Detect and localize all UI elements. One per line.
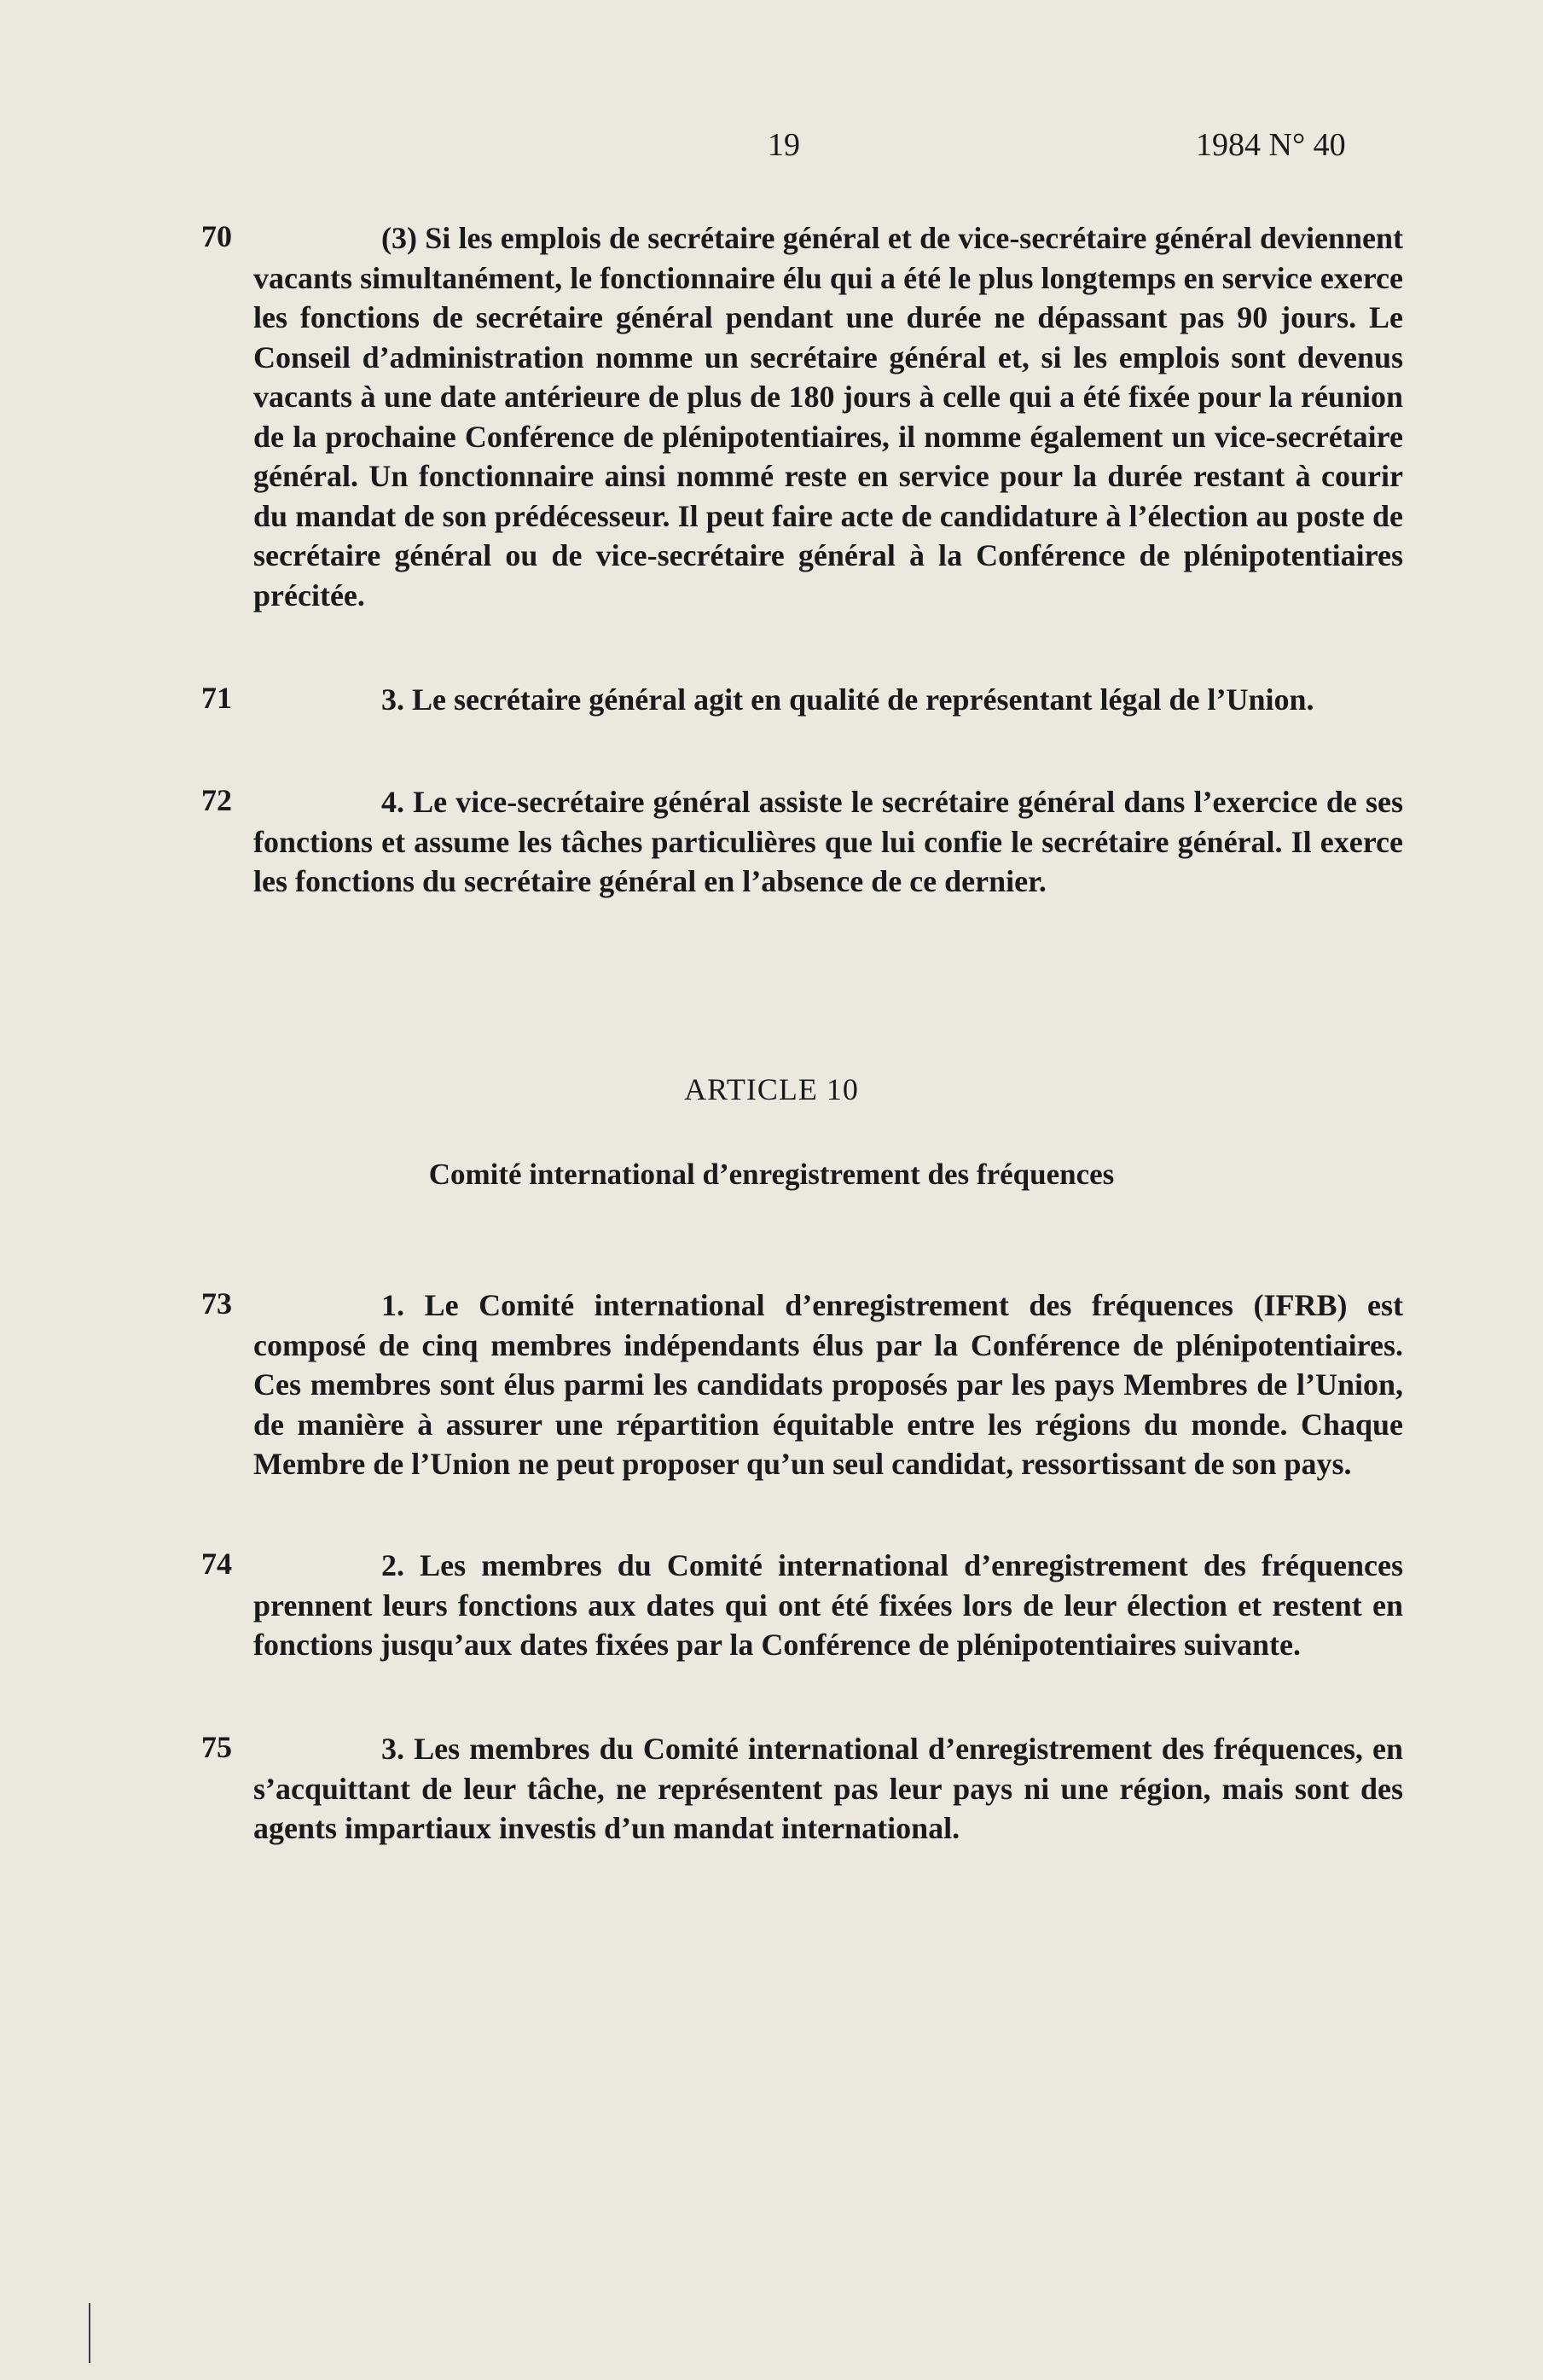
paragraph-72 bbox=[253, 782, 1403, 902]
paragraph-number-70: 70 bbox=[201, 219, 232, 253]
paragraph-75-text: 3. Les membres du Comité international d’enregistrement des fréquences, en s’acquittant de leur tâche, ne représentent pas leur pays ni une région, mais sont des agents impartiaux investis d’un mandat international. bbox=[253, 1732, 1403, 1845]
paragraph-number-72: 72 bbox=[201, 783, 232, 817]
paragraph-number-71: 71 bbox=[201, 681, 232, 715]
paragraph-73 bbox=[253, 1286, 1403, 1484]
paragraph-number-73: 73 bbox=[201, 1286, 232, 1321]
paragraph-75 bbox=[253, 1729, 1403, 1849]
paragraph-number-75: 75 bbox=[201, 1730, 232, 1764]
paragraph-70-text: (3) Si les emplois de secrétaire général et de vice-secrétaire général deviennent vacants simultanément, le fonctionnaire élu qui a été le plus longtemps en service exerce les fonctions de secrétaire général pendant une durée ne dépassant pas 90 jours. Le Conseil d’administration nomme un secrétaire général et, si les emplois sont devenus vacants à une date antérieure de plus de 180 jours à celle qui a été fixée pour la réunion de la prochaine Conférence de plénipotentiaires, il nomme également un vice-secrétaire général. Un fonctionnaire ainsi nommé reste en service pour la durée restant à courir du mandat de son prédécesseur. Il peut faire acte de candidature à l’élection au poste de secrétaire général ou de vice-secrétaire général à la Conférence de plénipotentiaires précitée. bbox=[253, 221, 1403, 612]
page-number: 19 bbox=[768, 127, 800, 163]
article-subtitle: Comité international d’enregistrement des fréquences bbox=[428, 1158, 1115, 1191]
paragraph-74 bbox=[253, 1546, 1403, 1665]
paragraph-72-text: 4. Le vice-secrétaire général assiste le secrétaire général dans l’exercice de ses fonctions et assume les tâches particulières que lui confie le secrétaire général. Il exerce les fonctions du secrétaire général en l’absence de ce dernier. bbox=[253, 785, 1403, 898]
paragraph-number-74: 74 bbox=[201, 1547, 232, 1581]
paragraph-74-text: 2. Les membres du Comité international d’enregistrement des fréquences prennent leurs fonctions aux dates qui ont été fixées lors de leur élection et restent en fonctions jusqu’aux dates fixées par la Conférence de plénipotentiaires suivante. bbox=[253, 1548, 1403, 1662]
paragraph-73-text: 1. Le Comité international d’enregistrement des fréquences (IFRB) est composé de cinq membres indépendants élus par la Conférence de plénipotentiaires. Ces membres sont élus parmi les candidats proposés par les pays Membres de l’Union, de manière à assurer une répartition équitable entre les régions du monde. Chaque Membre de l’Union ne peut proposer qu’un seul candidat, ressortissant de son pays. bbox=[253, 1288, 1403, 1481]
document-reference: 1984 N° 40 bbox=[1196, 127, 1346, 163]
scan-edge-mark bbox=[89, 2303, 90, 2363]
paragraph-70 bbox=[253, 218, 1403, 615]
paragraph-71-text: 3. Le secrétaire général agit en qualité de représentant légal de l’Union. bbox=[381, 682, 1314, 717]
article-heading: ARTICLE 10 bbox=[684, 1072, 859, 1106]
paragraph-71 bbox=[253, 680, 1403, 720]
